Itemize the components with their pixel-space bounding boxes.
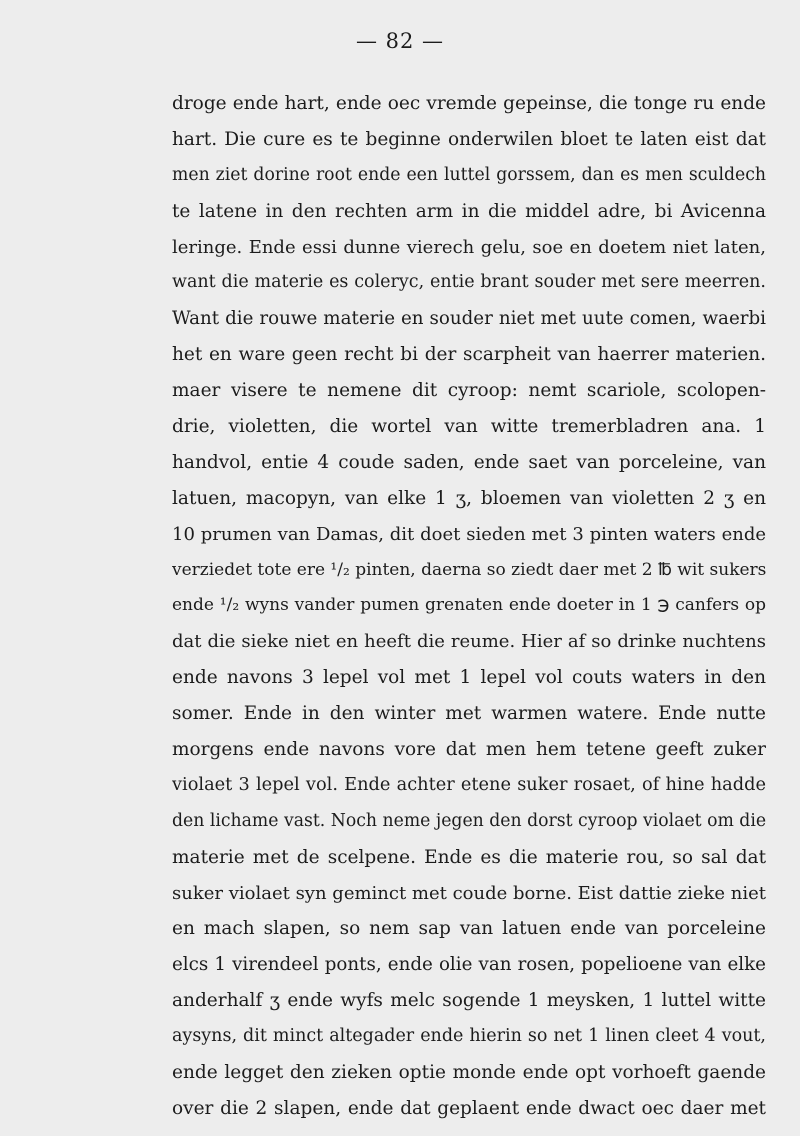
text-line: en mach slapen, so nem sap van latuen ende van porceleine [172, 918, 766, 940]
text-line: ende legget den zieken optie monde ende opt vorhoeft gaende [172, 1062, 766, 1084]
text-line: over die 2 slapen, ende dat geplaent ende dwact oec daer met [172, 1097, 766, 1119]
text-line: somer. Ende in den winter met warmen watere. Ende nutte [172, 703, 766, 725]
body-text [172, 86, 766, 1127]
text-line: droge ende hart, ende oec vremde gepeinse, die tonge ru ende [172, 93, 766, 114]
text-line: anderhalf ʒ ende wyfs melc sogende 1 meysken, 1 luttel witte [172, 990, 766, 1012]
text-line: violaet 3 lepel vol. Ende achter etene suker rosaet, of hine hadde [172, 774, 766, 795]
text-line: 10 prumen van Damas, dit doet sieden met 3 pinten waters ende [172, 523, 766, 545]
text-line: den lichame vast. Noch neme jegen den dorst cyroop violaet om die [172, 810, 766, 831]
text-line: ende navons 3 lepel vol met 1 lepel vol couts waters in den [172, 667, 766, 689]
text-line: want die materie es coleryc, entie brant souder met sere meerren. [172, 272, 766, 293]
text-line: verziedet tote ere ¹/₂ pinten, daerna so ziedt daer met 2 ℔ wit sukers [172, 559, 766, 580]
text-line: leringe. Ende essi dunne vierech gelu, soe en doetem niet laten, [172, 236, 766, 258]
text-line: morgens ende navons vore dat men hem tetene geeft zuker [172, 739, 766, 761]
text-line: hart. Die cure es te beginne onderwilen bloet te laten eist dat [172, 128, 766, 150]
text-line: maer visere te nemene dit cyroop: nemt scariole, scolopen- [172, 380, 766, 402]
text-line: latuen, macopyn, van elke 1 ʒ, bloemen van violetten 2 ʒ en [172, 487, 766, 509]
text-line: materie met de scelpene. Ende es die materie rou, so sal dat [172, 846, 766, 868]
page-number: — 82 — [355, 29, 445, 53]
text-line: aysyns, dit minct altegader ende hierin so net 1 linen cleet 4 vout, [172, 1026, 766, 1047]
text-line: het en ware geen recht bi der scarpheit van haerrer materien. [172, 344, 766, 366]
text-line: men ziet dorine root ende een luttel gorssem, dan es men sculdech [172, 164, 766, 185]
text-line: ende ¹/₂ wyns vander pumen grenaten ende doeter in 1 ℈ canfers op [172, 595, 766, 616]
text-line: te latene in den rechten arm in die middel adre, bi Avicenna [172, 200, 766, 222]
text-line: Want die rouwe materie en souder niet met uute comen, waerbi [172, 308, 766, 330]
text-line: suker violaet syn geminct met coude borne. Eist dattie zieke niet [172, 882, 766, 904]
text-line: elcs 1 virendeel ponts, ende olie van rosen, popelioene van elke [172, 954, 766, 976]
text-line: drie, violetten, die wortel van witte tremerbladren ana. 1 [172, 416, 766, 438]
text-line: handvol, entie 4 coude saden, ende saet van porceleine, van [172, 451, 766, 473]
text-line: dat die sieke niet en heeft die reume. Hier af so drinke nuchtens [172, 631, 766, 653]
